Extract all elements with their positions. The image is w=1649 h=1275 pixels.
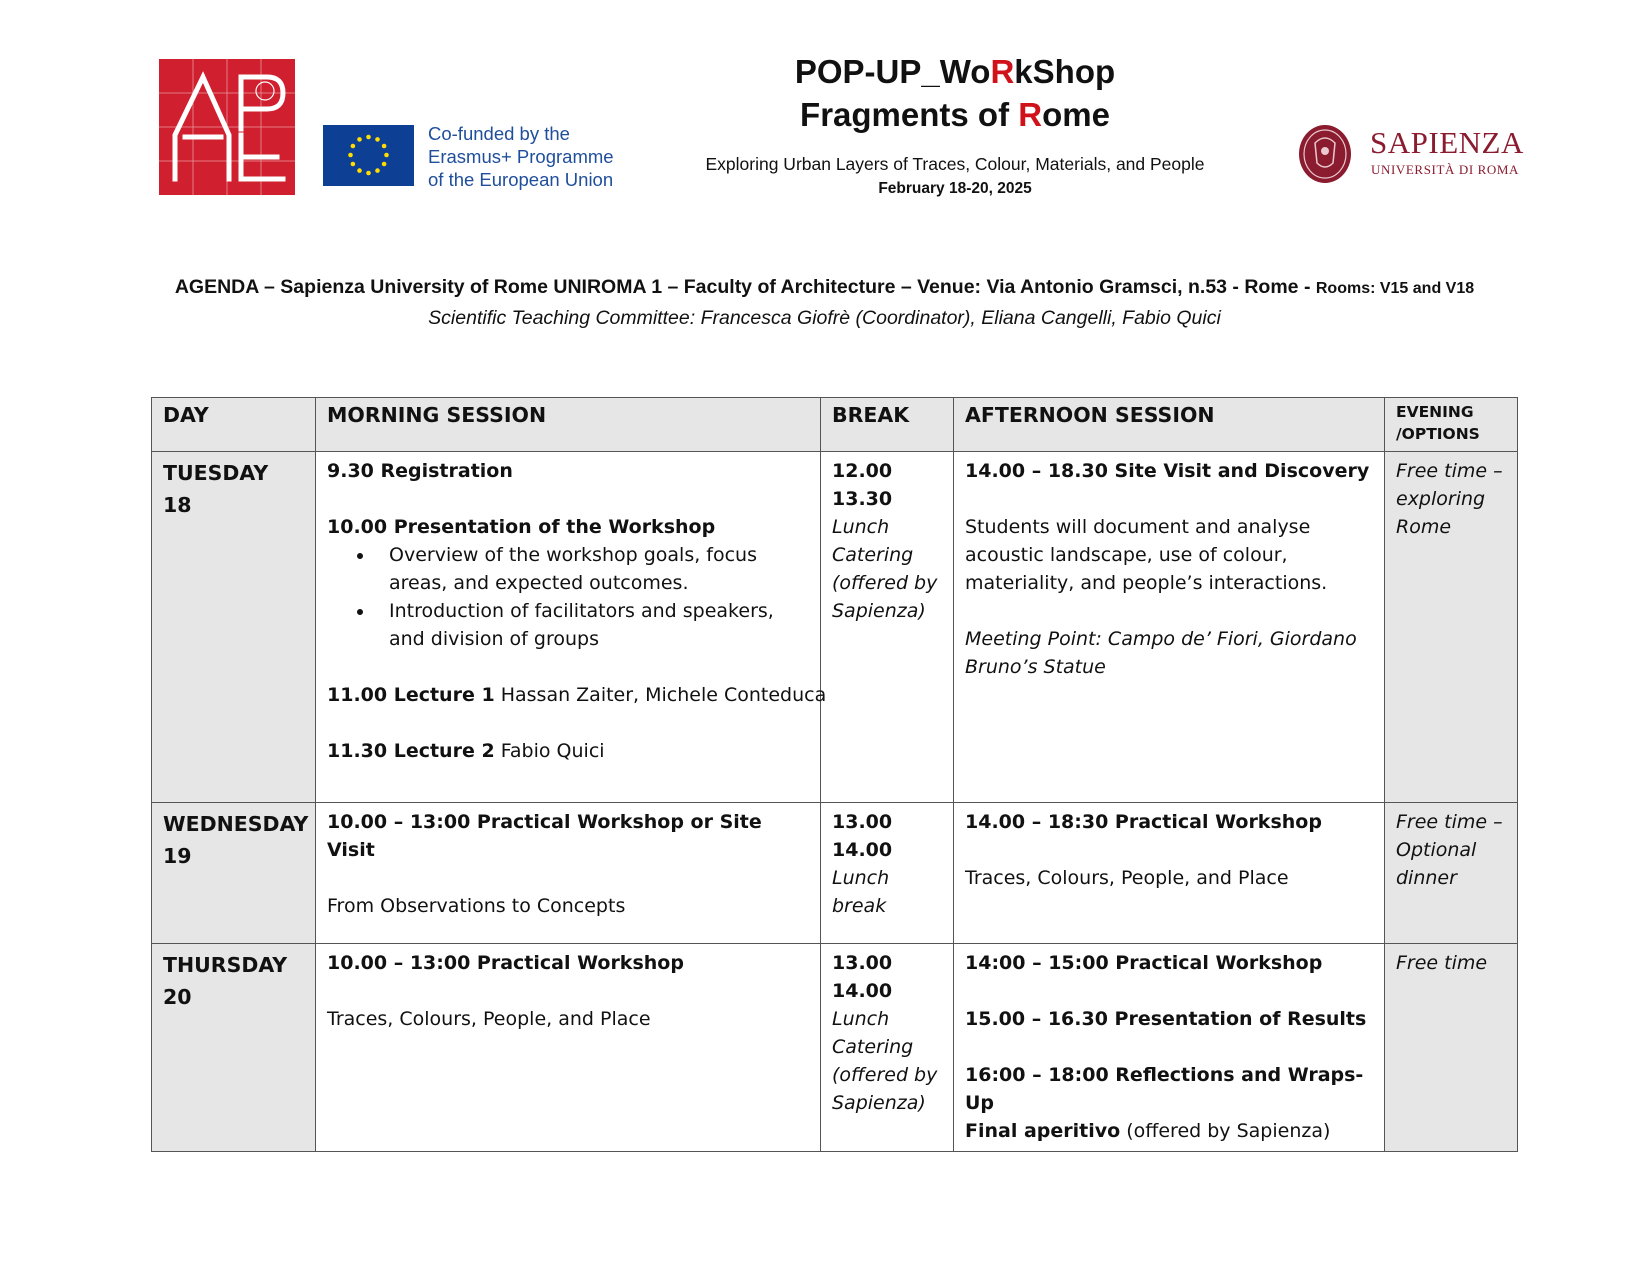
break-cell: 12.00 13.30 Lunch Catering (offered by Sapienza): [821, 452, 954, 803]
header-morning: MORNING SESSION: [316, 398, 821, 452]
sapienza-subtitle: UNIVERSITÀ DI ROMA: [1371, 162, 1520, 177]
workshop-dates: February 18-20, 2025: [878, 180, 1032, 197]
presentation-bullets: [327, 541, 810, 653]
final-aperitivo: Final aperitivo (offered by Sapienza): [965, 1120, 1331, 1142]
eu-flag: [323, 125, 414, 186]
title-line-2: Fragments of Rome: [800, 96, 1110, 133]
ape-logo: [159, 59, 295, 195]
sapienza-seal-icon: [1297, 123, 1353, 185]
day-cell: WEDNESDAY 19: [152, 803, 316, 944]
evening-cell: Free time – Optional dinner: [1385, 803, 1518, 944]
day-cell: TUESDAY 18: [152, 452, 316, 803]
table-header-row: [152, 398, 1518, 452]
afternoon-title: 14.00 – 18.30 Site Visit and Discovery: [965, 460, 1370, 482]
agenda-venue: AGENDA – Sapienza University of Rome UNIROMA 1 – Faculty of Architecture – Venue: Via Antonio Gramsci, n.53 - Rome -: [174, 276, 1311, 298]
title-line-1: POP-UP_WoRkShop: [794, 53, 1116, 90]
evening-cell: Free time – exploring Rome: [1385, 452, 1518, 803]
eu-stars-icon: [323, 125, 414, 186]
sapienza-wordmark: SAPIENZA: [1370, 125, 1524, 160]
eu-funding-line: Co-funded by the: [428, 123, 570, 144]
lecture-2: 11.30 Lecture 2 Fabio Quici: [327, 740, 605, 762]
agenda-heading: [0, 276, 1649, 299]
day-cell: THURSDAY 20: [152, 944, 316, 1152]
afternoon-cell: [954, 452, 1385, 803]
header-break: BREAK: [821, 398, 954, 452]
presentation-title: 10.00 Presentation of the Workshop: [327, 516, 716, 538]
registration: 9.30 Registration: [327, 460, 513, 482]
header-day: DAY: [152, 398, 316, 452]
header-evening: EVENING /OPTIONS: [1385, 398, 1518, 452]
table-row: [152, 803, 1518, 944]
ape-logo-mark-icon: [159, 59, 295, 195]
agenda-table: [151, 397, 1518, 1152]
eu-funding-line: of the European Union: [428, 169, 614, 190]
afternoon-cell: 14:00 – 15:00 Practical Workshop 15.00 – 16.30 Presentation of Results 16:00 – 18:00 Reflections and Wraps-Up Final aperitivo (offered by Sapienza): [954, 944, 1385, 1152]
list-item: • Overview of the workshop goals, focus areas, and expected outcomes.: [375, 541, 810, 597]
workshop-title: [600, 50, 1310, 136]
break-cell: 13.00 14.00 Lunch break: [821, 803, 954, 944]
morning-cell: 10.00 – 13:00 Practical Workshop or Site Visit From Observations to Concepts: [316, 803, 821, 944]
meeting-point: Meeting Point: Campo de’ Fiori, Giordano Bruno’s Statue: [965, 628, 1357, 678]
lecture-1: 11.00 Lecture 1 Hassan Zaiter, Michele Conteduca: [327, 684, 827, 706]
header-afternoon: AFTERNOON SESSION: [954, 398, 1385, 452]
afternoon-cell: 14.00 – 18:30 Practical Workshop Traces, Colours, People, and Place: [954, 803, 1385, 944]
table-row: [152, 944, 1518, 1152]
morning-cell: 10.00 – 13:00 Practical Workshop Traces, Colours, People, and Place: [316, 944, 821, 1152]
committee-line: Scientific Teaching Committee: Francesca Giofrè (Coordinator), Eliana Cangelli, Fabio Quici: [428, 307, 1221, 329]
eu-funding-line: Erasmus+ Programme: [428, 146, 614, 167]
workshop-subtitle: Exploring Urban Layers of Traces, Colour, Materials, and People: [705, 154, 1205, 174]
evening-cell: Free time: [1385, 944, 1518, 1152]
list-item: • Introduction of facilitators and speakers, and division of groups: [375, 597, 810, 653]
agenda-rooms: Rooms: V15 and V18: [1315, 280, 1475, 297]
eu-funding-text: [428, 122, 614, 191]
afternoon-description: Students will document and analyse acoustic landscape, use of colour, materiality, and people’s interactions.: [965, 516, 1328, 594]
morning-cell: [316, 452, 827, 803]
table-row: [152, 452, 1518, 803]
break-cell: 13.00 14.00 Lunch Catering (offered by Sapienza): [821, 944, 954, 1152]
